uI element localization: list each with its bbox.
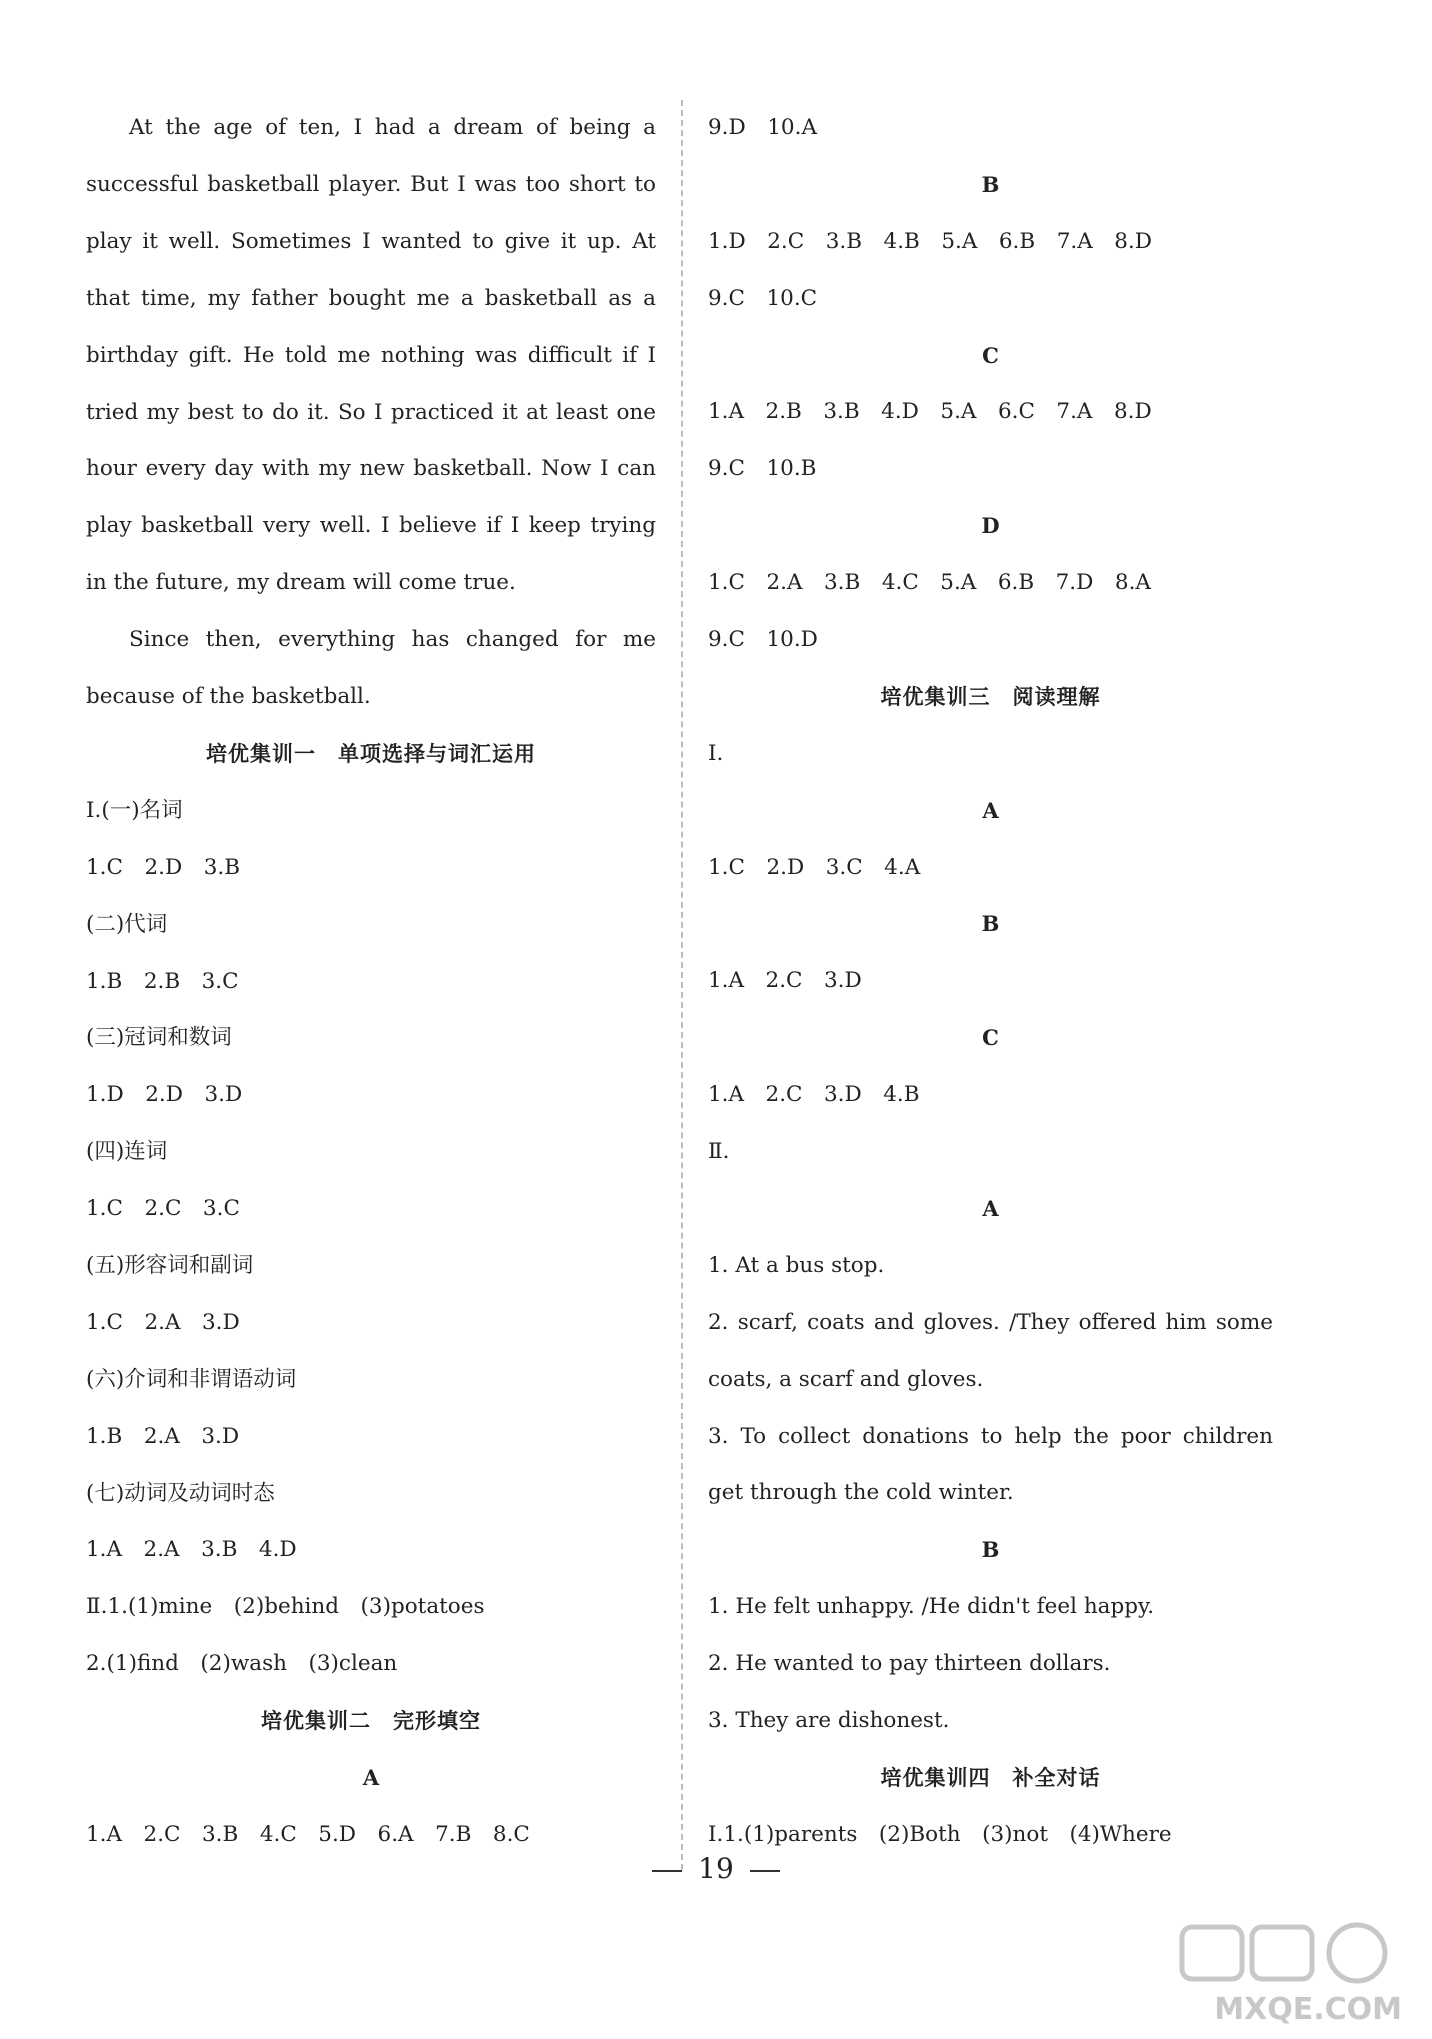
subsection-label: B (981, 171, 1000, 197)
roman-numeral-label: Ⅰ. (708, 740, 724, 766)
answer-line: (五)形容词和副词 (86, 1252, 254, 1278)
left-column (86, 100, 656, 1864)
watermark-text: MXQE.COM (1214, 1992, 1402, 2027)
right-column (708, 100, 1273, 1864)
subsection-label: A (362, 1765, 380, 1790)
answer-line: 1.A 2.B 3.B 4.D 5.A 6.C 7.A 8.D (708, 399, 1152, 425)
answer-line: 1.D 2.D 3.D (86, 1082, 243, 1108)
answer-line: 9.C 10.C (708, 285, 818, 311)
column-divider (681, 100, 683, 1870)
section-heading-1: 培优集训一 单项选择与词汇运用 (206, 741, 536, 766)
answer-line: Ⅰ.(一)名词 (86, 797, 183, 823)
page-number-dash-left (652, 1870, 682, 1872)
answer-line: 9.C 10.B (708, 456, 817, 482)
answer-line: 1.C 2.D 3.B (86, 854, 241, 880)
roman-numeral-label: Ⅱ. (708, 1139, 730, 1165)
page-number-dash-right (750, 1870, 780, 1872)
reading-answer: 3. They are dishonest. (708, 1708, 950, 1733)
subsection-label: A (982, 797, 999, 823)
answer-line: 1.A 2.C 3.D (708, 968, 862, 994)
subsection-label: D (981, 513, 1000, 539)
answer-line: (四)连词 (86, 1139, 168, 1165)
subsection-label: A (982, 1195, 999, 1221)
section-heading-3: 培优集训三 阅读理解 (880, 684, 1101, 709)
answer-line: Ⅱ.1.(1)mine (2)behind (3)potatoes (86, 1594, 485, 1620)
subsection-label: B (981, 911, 1000, 937)
answer-line: 1.C 2.A 3.B 4.C 5.A 6.B 7.D 8.A (708, 570, 1151, 596)
story-paragraph-2: Since then, everything has changed for me because of the basketball. (86, 627, 656, 710)
reading-answer: 2. scarf, coats and gloves. /They offered him some coats, a scarf and gloves. (708, 1309, 1273, 1392)
answer-line: 1.B 2.B 3.C (86, 968, 239, 994)
answer-line: 1.A 2.A 3.B 4.D (86, 1537, 297, 1563)
answer-line: (三)冠词和数词 (86, 1025, 232, 1051)
answer-line: 1.A 2.C 3.B 4.C 5.D 6.A 7.B 8.C (86, 1821, 530, 1847)
answer-line: 1.C 2.A 3.D (86, 1309, 240, 1335)
site-watermark-logo (1152, 1919, 1412, 2029)
reading-answer: 1. At a bus stop. (708, 1252, 885, 1278)
reading-answer: 3. To collect donations to help the poor children get through the cold winter. (708, 1423, 1273, 1506)
answer-line: 2.(1)find (2)wash (3)clean (86, 1651, 398, 1677)
section-heading-4: 培优集训四 补全对话 (880, 1765, 1101, 1790)
answer-line: 1.B 2.A 3.D (86, 1423, 240, 1449)
subsection-label: C (982, 1025, 999, 1051)
subsection-label: C (982, 342, 999, 368)
page-number (0, 1852, 1432, 1885)
reading-answer: 1. He felt unhappy. /He didn't feel happy. (708, 1594, 1155, 1620)
answer-line: 1.C 2.C 3.C (86, 1196, 240, 1222)
answer-line: Ⅰ.1.(1)parents (2)Both (3)not (4)Where (708, 1821, 1172, 1847)
answer-line: 1.D 2.C 3.B 4.B 5.A 6.B 7.A 8.D (708, 228, 1152, 254)
answer-line: 9.D 10.A (708, 115, 817, 140)
section-heading-2: 培优集训二 完形填空 (261, 1709, 481, 1734)
page-number-value: 19 (698, 1852, 734, 1885)
answer-line: (二)代词 (86, 911, 168, 937)
answer-line: 1.A 2.C 3.D 4.B (708, 1082, 920, 1108)
answer-line: (六)介词和非谓语动词 (86, 1366, 297, 1392)
subsection-label: B (981, 1537, 1000, 1563)
answer-line: 1.C 2.D 3.C 4.A (708, 854, 921, 880)
answer-line: 9.C 10.D (708, 627, 818, 653)
reading-answer: 2. He wanted to pay thirteen dollars. (708, 1651, 1111, 1677)
answer-line: (七)动词及动词时态 (86, 1480, 275, 1506)
story-paragraph-1: At the age of ten, I had a dream of being a successful basketball player. But I was too short to play it well. Sometimes I wanted to give it up. At that time, my father bought me a basketball as a birthday gift. He told me nothing was difficult if I tried my best to do it. So I practiced it at least one hour every day with my new basketball. Now I can play basketball very well. I believe if I keep trying in the future, my dream will come true. (86, 115, 656, 596)
